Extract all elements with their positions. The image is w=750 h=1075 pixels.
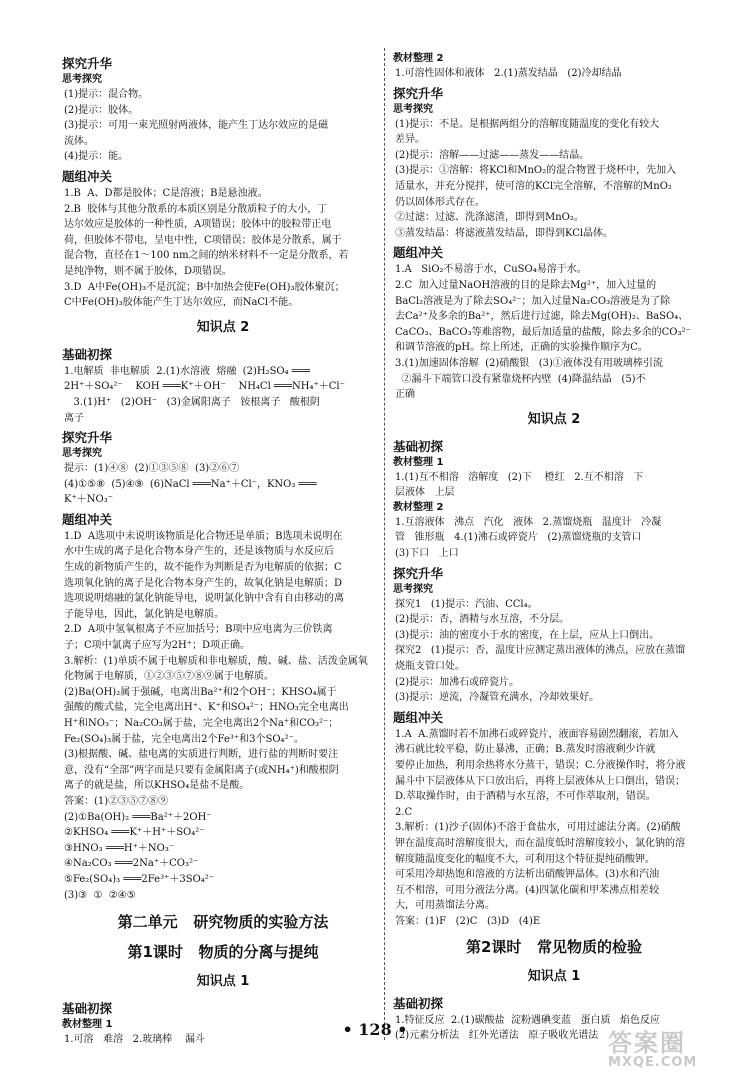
section-heading: 探究升华 xyxy=(62,430,113,446)
section-heading: 基础初探 xyxy=(393,995,444,1011)
text-line: 子能导电，因此，氯化钠是电解质。 xyxy=(64,608,224,620)
text-line: (4)提示：能。 xyxy=(64,151,129,163)
text-line: 沸石就比较平稳，防止暴沸，正确；B.蒸发时溶液剩少许就 xyxy=(395,744,656,756)
text-line: 离子的就是盐，所以KHSO₄是盐不是酸。 xyxy=(64,780,250,792)
subsection-heading: 教材整理 1 xyxy=(393,456,444,468)
text-line: 1.(1)互不相溶 溶解度 (2)下 橙红 2.互不相溶 下 xyxy=(395,471,644,483)
text-line: ④Na₂CO₃ ═══2Na⁺＋CO₃²⁻ xyxy=(64,858,199,870)
text-line: 要停止加热，利用余热将水分蒸干，错误；C.分液操作时，将分液 xyxy=(395,760,686,771)
subsection-heading: 教材整理 2 xyxy=(393,53,444,64)
text-line: 2H⁺＋SO₄²⁻ KOH ═══K⁺＋OH⁻ NH₄Cl ═══NH₄⁺＋Cl⁻ xyxy=(64,381,345,393)
text-line: (2)提示：胶体。 xyxy=(64,104,139,116)
section-heading: 题组冲关 xyxy=(393,245,444,261)
text-line: H⁺和NO₃⁻；Na₂CO₃属于盐，完全电离出2个Na⁺和CO₃²⁻； xyxy=(64,718,339,729)
text-line: (4)①⑤⑧ (5)④⑨ (6)NaCl ═══Na⁺＋Cl⁻，KNO₃ ═══ xyxy=(64,478,317,490)
section-heading: 题组冲关 xyxy=(393,709,444,725)
text-line: 层液体 上层 xyxy=(395,487,455,499)
text-line: (3)下口 上口 xyxy=(395,548,459,560)
text-line: 可采用冷却热饱和溶液的方法析出硝酸钾晶体。(3)水和汽油 xyxy=(395,869,660,881)
text-line: (2)提示：加沸石或碎瓷片。 xyxy=(395,676,520,688)
page-number: • 128 • xyxy=(342,1020,408,1039)
text-line: (3)提示：油的密度小于水的密度，在上层，应从上口倒出。 xyxy=(395,629,660,641)
text-line: 子；C项中氯离子应写为2H⁺；D项正确。 xyxy=(64,640,251,652)
text-line: 探究2 (1)提示：否，温度计应测定蒸出液体的沸点，应放在蒸馏 xyxy=(395,645,686,657)
text-line: (2)元素分析法 红外光谱法 原子吸收光谱法 xyxy=(395,1030,599,1042)
text-line: C中Fe(OH)₃胶体能产生丁达尔效应，而NaCl不能。 xyxy=(64,297,299,309)
text-line: 3.(1)加速固体溶解 (2)硝酸银 (3)①液体没有用玻璃棒引流 xyxy=(395,357,663,369)
text-line: (1)提示：不是。是根据两组分的溶解度随温度的变化有较大 xyxy=(395,118,660,130)
section-heading: 题组冲关 xyxy=(62,168,113,184)
text-line: 差异。 xyxy=(395,134,425,146)
text-line: 水中生成的离子是化合物本身产生的，还是该物质与水反应后 xyxy=(64,546,334,558)
subsection-heading: 思考探究 xyxy=(393,583,433,595)
text-line: 荷，但胶体不带电，呈电中性，C项错误；胶体是分散系，属于 xyxy=(64,234,342,246)
text-line: 漏斗中下层液体从下口放出后，再将上层液体从上口倒出，错误； xyxy=(395,775,685,787)
text-line: 1.A SiO₂不易溶于水，CuSO₄易溶于水。 xyxy=(395,264,587,276)
text-line: 3.(1)H⁺ (2)OH⁻ (3)金属阳离子 铵根离子 酸根阴 xyxy=(64,396,320,408)
right-column xyxy=(393,52,715,1044)
text-line: (1)提示：混合物。 xyxy=(64,89,149,100)
lesson-title: 第1课时 物质的分离与提纯 xyxy=(127,943,319,962)
subsection-heading: 思考探究 xyxy=(393,103,433,115)
section-heading: 基础初探 xyxy=(62,1001,113,1017)
text-line: 选项说明熔融的氯化钠能导电，说明氯化钠中含有自由移动的离 xyxy=(64,593,344,605)
text-line: 流体。 xyxy=(64,135,94,147)
watermark-text: 答案圈 xyxy=(608,1029,686,1057)
text-line: 1.D A选项中未说明该物质是化合物还是单质；B选项未说明在 xyxy=(64,530,343,542)
text-line: 达尔效应是胶体的一种性质，A项错误；胶体中的胶粒带正电 xyxy=(64,219,332,231)
text-line: ②KHSO₄ ═══K⁺＋H⁺＋SO₄²⁻ xyxy=(64,827,205,839)
text-line: K⁺＋NO₃⁻ xyxy=(64,494,113,506)
text-line: 1.互溶液体 沸点 汽化 液体 2.蒸馏烧瓶 温度计 冷凝 xyxy=(395,516,662,528)
section-heading: 题组冲关 xyxy=(62,511,113,527)
section-heading: 探究升华 xyxy=(393,85,444,101)
text-line: 仍以固体形式存在。 xyxy=(395,196,485,208)
text-line: Fe₂(SO₄)₃属于盐，完全电离出2个Fe³⁺和3个SO₄²⁻。 xyxy=(64,733,304,745)
text-line: 化物属于电解质，①②③⑤⑦⑧⑨属于电解质。 xyxy=(64,671,274,683)
text-line: 1.电解质 非电解质 2.(1)水溶液 熔融 (2)H₂SO₄ ═══ xyxy=(64,365,310,377)
text-line: (3)提示：可用一束光照射两液体，能产生丁达尔效应的是磁 xyxy=(64,120,329,132)
section-heading: 探究升华 xyxy=(62,56,113,71)
text-line: 1.特征反应 2.(1)碳酸盐 淀粉遇碘变蓝 蛋白质 焰色反应 xyxy=(395,1014,661,1026)
text-line: (3)根据酸、碱、盐电离的实质进行判断，进行盐的判断时要注 xyxy=(64,749,339,761)
text-line: BaCl₂溶液是为了除去SO₄²⁻；加入过量Na₂CO₃溶液是为了除 xyxy=(395,295,671,307)
watermark-logo xyxy=(608,1030,743,1072)
section-heading: 基础初探 xyxy=(62,346,113,362)
text-line: 1.A A.蒸馏时若不加沸石或碎瓷片，液面容易剧烈翻滚，若加入 xyxy=(395,728,679,740)
text-line: (3)③ ① ②④⑤ xyxy=(64,889,136,901)
text-line: 去Ca²⁺及多余的Ba²⁺，然后进行过滤，除去Mg(OH)₂、BaSO₄、 xyxy=(395,311,689,323)
column-divider xyxy=(384,48,385,1040)
unit-title: 第二单元 研究物质的实验方法 xyxy=(117,913,329,932)
text-line: 3.解析：(1)单质不属于电解质和非电解质，酸、碱、盐、活泼金属氧 xyxy=(64,655,368,667)
text-line: 大，可用蒸馏法分离。 xyxy=(395,900,495,912)
text-line: 适量水，并充分搅拌，使可溶的KCl完全溶解，不溶解的MnO₂ xyxy=(395,180,672,192)
watermark-url: MXQE.COM xyxy=(608,1055,698,1070)
text-line: (2)提示：否，酒精与水互溶，不分层。 xyxy=(395,614,570,626)
text-line: 正确 xyxy=(395,389,415,401)
text-line: 2.C xyxy=(395,806,413,818)
text-line: 2.C 加入过量NaOH溶液的目的是除去Mg²⁺，加入过量的 xyxy=(395,279,657,291)
text-line: (2)提示：溶解——过滤——蒸发——结晶。 xyxy=(395,149,590,161)
text-line: (3)提示：逆流，冷凝管充满水，冷却效果好。 xyxy=(395,692,600,704)
text-line: 1.可溶性固体和液体 2.(1)蒸发结晶 (2)冷却结晶 xyxy=(395,68,622,79)
text-line: 混合物，直径在1～100 nm之间的纳米材料不一定是分散系，若 xyxy=(64,250,349,262)
text-line: 互不相溶，可用分液法分离。(4)四氯化碳和甲苯沸点相差较 xyxy=(395,884,660,896)
text-line: 选项氧化钠的离子是化合物本身产生的，故氧化钠是电解质；D xyxy=(64,577,343,589)
subsection-heading: 教材整理 1 xyxy=(62,1019,113,1031)
text-line: 探究1 (1)提示：汽油、CCl₄。 xyxy=(395,598,538,610)
text-line: 离子 xyxy=(64,412,84,424)
text-line: D.萃取操作时，由于酒精与水互溶，不可作萃取剂，错误。 xyxy=(395,791,656,803)
text-line: 1.可溶 难溶 2.玻璃棒 漏斗 xyxy=(64,1034,205,1046)
knowledge-point-title: 知识点 1 xyxy=(196,974,250,990)
text-line: ②漏斗下端管口没有紧靠烧杯内壁 (4)降温结晶 (5)不 xyxy=(395,373,646,385)
subsection-heading: 思考探究 xyxy=(62,74,102,85)
section-heading: 基础初探 xyxy=(393,438,444,454)
subsection-heading: 教材整理 2 xyxy=(393,501,444,513)
text-line: (3)提示：①溶解：将KCl和MnO₂的混合物置于烧杯中，先加入 xyxy=(395,165,677,177)
subsection-heading: 思考探究 xyxy=(62,448,102,460)
text-line: 烧瓶支管口处。 xyxy=(395,661,465,673)
text-line: 答案：(1)②③⑤⑦⑧⑨ xyxy=(64,795,169,807)
left-column xyxy=(62,52,384,1048)
knowledge-point-title: 知识点 2 xyxy=(196,319,250,335)
text-line: 2.B 胶体与其他分散系的本质区别是分散质粒子的大小，丁 xyxy=(64,203,328,215)
lesson-title: 第2课时 常见物质的检验 xyxy=(465,937,643,956)
text-line: 3.D A中Fe(OH)₃不是沉淀；B中加热会使Fe(OH)₃胶体聚沉； xyxy=(64,281,345,293)
text-line: 1.B A、D都是胶体；C是溶液；B是悬浊液。 xyxy=(64,187,268,199)
text-line: (2)Ba(OH)₂属于强碱，电离出Ba²⁺和2个OH⁻；KHSO₄属于 xyxy=(64,686,337,698)
text-line: (2)①Ba(OH)₂ ═══Ba²⁺＋2OH⁻ xyxy=(64,811,212,823)
text-line: 意，没有“全部”两字而是只要有金属阳离子(或NH₄⁺)和酸根阴 xyxy=(64,764,339,776)
text-line: 强酸的酸式盐，完全电离出H⁺、K⁺和SO₄²⁻；HNO₃完全电离出 xyxy=(64,702,349,714)
knowledge-point-title: 知识点 2 xyxy=(527,411,581,427)
text-line: ②过滤：过滤、洗涤滤渣，即得到MnO₂。 xyxy=(395,212,584,224)
text-line: 2.D A项中氢氧根离子不应加括号；B项中应电离为三价铁离 xyxy=(64,624,333,636)
knowledge-point-title: 知识点 1 xyxy=(527,968,581,984)
text-line: ③蒸发结晶：将滤液蒸发结晶，即得到KCl晶体。 xyxy=(395,227,614,239)
text-line: 生成的新物质产生的，故不能作为判断是否为电解质的依据；C xyxy=(64,562,342,574)
text-line: 是纯净物，则不属于胶体，D项错误。 xyxy=(64,265,233,277)
text-line: 提示：(1)④⑧ (2)①③⑤⑧ (3)②⑥⑦ xyxy=(64,463,240,475)
text-line: ⑤Fe₂(SO₄)₃ ═══2Fe³⁺＋3SO₄²⁻ xyxy=(64,873,215,885)
text-line: CaCO₃、BaCO₃等难溶物，最后加适量的盐酸，除去多余的CO₃²⁻ xyxy=(395,326,691,338)
text-line: 解度随温度变化的幅度不大，可利用这个特征提纯硝酸钾。 xyxy=(395,853,655,865)
text-line: ③HNO₃ ═══H⁺＋NO₃⁻ xyxy=(64,842,175,854)
section-heading: 探究升华 xyxy=(393,565,444,581)
text-line: 答案：(1)F (2)C (3)D (4)E xyxy=(395,915,541,927)
text-line: 和调节溶液的pH。综上所述，正确的实验操作顺序为C。 xyxy=(395,342,648,354)
text-line: 3.解析：(1)沙子(固体)不溶于食盐水，可用过滤法分离。(2)硝酸 xyxy=(395,822,681,834)
text-line: 管 锥形瓶 4.(1)沸石或碎瓷片 (2)蒸馏烧瓶的支管口 xyxy=(395,532,642,544)
text-line: 钾在温度高时溶解度很大，而在温度低时溶解度较小，氯化钠的溶 xyxy=(395,837,685,849)
